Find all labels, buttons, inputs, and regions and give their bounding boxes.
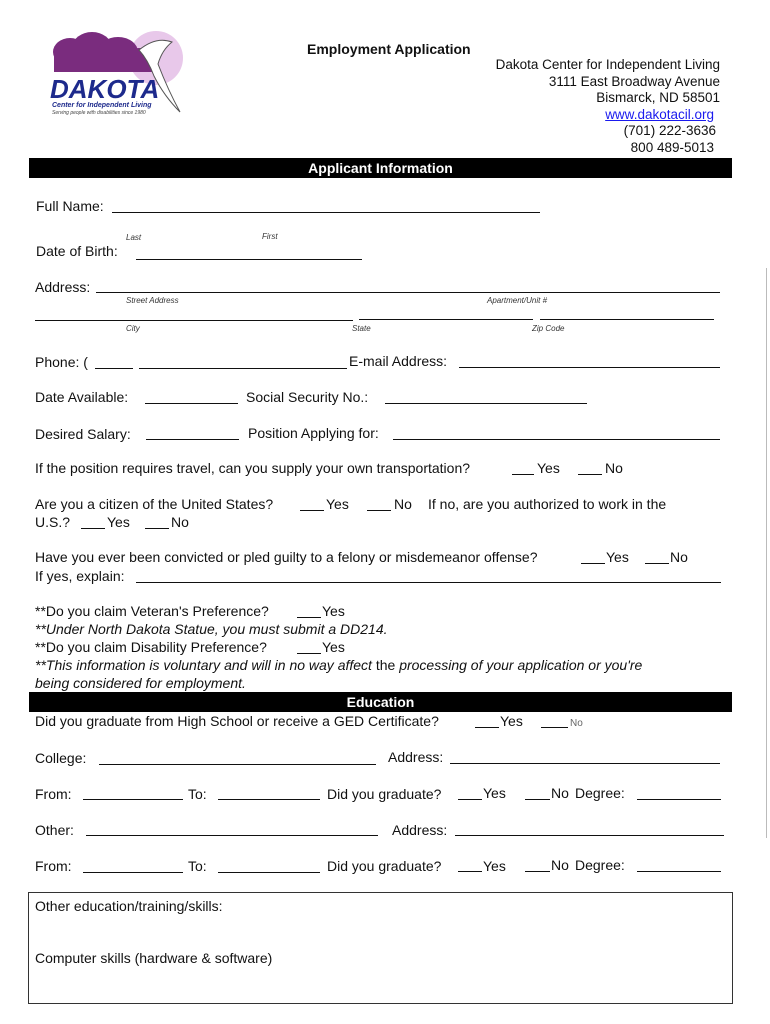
org-phone: (701) 222-3636	[623, 123, 716, 138]
other-to-label: To:	[188, 858, 207, 874]
other-to-field[interactable]	[218, 872, 320, 873]
explain-field[interactable]	[136, 582, 721, 583]
state-field[interactable]	[359, 319, 533, 320]
voluntary-note	[35, 657, 642, 673]
other-from-label: From:	[35, 858, 72, 874]
skills-box[interactable]	[28, 892, 733, 1004]
other-degree-field[interactable]	[637, 871, 721, 872]
college-address-field[interactable]	[450, 763, 720, 764]
veteran-yes-blank[interactable]	[297, 617, 321, 618]
ssn-field[interactable]	[385, 403, 587, 404]
college-field[interactable]	[99, 764, 376, 765]
authorized-question: If no, are you authorized to work in the	[428, 496, 667, 512]
full-name-field[interactable]	[112, 212, 540, 213]
apartment-caption: Apartment/Unit #	[487, 296, 548, 305]
education-heading: Education	[29, 692, 732, 712]
college-grad-yes-blank[interactable]	[458, 799, 482, 800]
veteran-question: **Do you claim Veteran's Preference?	[35, 603, 269, 619]
other-education-label: Other education/training/skills:	[35, 898, 223, 914]
other-address-field[interactable]	[455, 835, 724, 836]
org-name: Dakota Center for Independent Living	[495, 57, 720, 72]
org-city-state: Bismarck, ND 58501	[596, 90, 720, 105]
other-grad-yes-blank[interactable]	[458, 871, 482, 872]
veteran-yes-label: Yes	[322, 603, 345, 619]
state-caption: State	[352, 324, 371, 333]
hs-question: Did you graduate from High School or receive a GED Certificate?	[35, 713, 439, 729]
citizen-yes-label: Yes	[326, 496, 349, 512]
full-name-label: Full Name:	[36, 198, 104, 214]
ssn-label: Social Security No.:	[246, 389, 369, 405]
other-graduate-question: Did you graduate?	[327, 858, 442, 874]
felony-yes-label: Yes	[606, 549, 629, 565]
disability-question: **Do you claim Disability Preference?	[35, 639, 267, 655]
college-degree-field[interactable]	[637, 799, 721, 800]
us-label: U.S.?	[35, 514, 71, 530]
street-address-caption: Street Address	[126, 296, 179, 305]
other-degree-label: Degree:	[575, 857, 625, 873]
other-from-field[interactable]	[83, 872, 183, 873]
other-grad-no-blank[interactable]	[525, 871, 550, 872]
explain-label: If yes, explain:	[35, 568, 125, 584]
other-address-label: Address:	[392, 822, 448, 838]
felony-no-label: No	[670, 549, 688, 565]
citizen-no-blank[interactable]	[367, 510, 391, 511]
org-street: 3111 East Broadway Avenue	[548, 73, 720, 89]
last-caption: Last	[126, 233, 142, 242]
applicant-info-heading: Applicant Information	[29, 158, 732, 178]
college-to-field[interactable]	[218, 799, 320, 800]
hs-no-blank[interactable]	[541, 727, 568, 728]
date-available-field[interactable]	[145, 403, 238, 404]
college-address-label: Address:	[388, 749, 444, 765]
travel-no-blank[interactable]	[578, 474, 602, 475]
logo-tagline: Serving people with disabilities since 1980	[52, 110, 146, 116]
college-to-label: To:	[188, 786, 207, 802]
phone-number-field[interactable]	[139, 368, 347, 369]
org-address-block	[496, 57, 720, 156]
citizen-question: Are you a citizen of the United States?	[35, 496, 274, 512]
voluntary-note-d: being considered for employment.	[35, 675, 246, 691]
computer-skills-label: Computer skills (hardware & software)	[35, 950, 273, 966]
college-from-label: From:	[35, 786, 72, 802]
authorized-no-blank[interactable]	[145, 528, 169, 529]
other-field[interactable]	[86, 835, 378, 836]
city-field[interactable]	[35, 320, 353, 321]
hs-no-label: No	[570, 718, 583, 729]
phone-label: Phone: (	[35, 354, 88, 370]
college-grad-no-label: No	[551, 785, 569, 801]
travel-no-label: No	[605, 460, 623, 476]
email-field[interactable]	[459, 367, 720, 368]
hs-yes-blank[interactable]	[475, 727, 499, 728]
logo-subtitle: Center for Independent Living	[52, 102, 152, 109]
citizen-yes-blank[interactable]	[300, 510, 324, 511]
org-website-link[interactable]: www.dakotacil.org	[605, 106, 714, 122]
desired-salary-field[interactable]	[146, 439, 239, 440]
zip-caption: Zip Code	[532, 324, 565, 333]
city-caption: City	[126, 324, 140, 333]
college-grad-no-blank[interactable]	[525, 799, 550, 800]
felony-question: Have you ever been convicted or pled guilty to a felony or misdemeanor offense?	[35, 549, 538, 565]
authorized-yes-label: Yes	[107, 514, 130, 530]
college-from-field[interactable]	[83, 799, 183, 800]
other-grad-yes-label: Yes	[483, 858, 506, 874]
other-grad-no-label: No	[551, 857, 569, 873]
page-title: Employment Application	[307, 41, 471, 57]
dob-label: Date of Birth:	[36, 243, 118, 259]
hs-yes-label: Yes	[500, 713, 523, 729]
college-grad-yes-label: Yes	[483, 785, 506, 801]
desired-salary-label: Desired Salary:	[35, 426, 131, 442]
travel-yes-label: Yes	[537, 460, 560, 476]
street-address-field[interactable]	[96, 292, 720, 293]
authorized-yes-blank[interactable]	[81, 528, 105, 529]
phone-area-field[interactable]	[95, 368, 133, 369]
date-available-label: Date Available:	[35, 389, 129, 405]
right-edge-line	[766, 268, 767, 838]
authorized-no-label: No	[171, 514, 189, 530]
voluntary-note-a: **This information is voluntary and will in no way affect	[35, 657, 372, 673]
felony-no-blank[interactable]	[645, 563, 669, 564]
disability-yes-label: Yes	[322, 639, 345, 655]
zip-field[interactable]	[540, 319, 714, 320]
position-field[interactable]	[393, 439, 720, 440]
travel-yes-blank[interactable]	[512, 474, 534, 475]
other-label: Other:	[35, 822, 74, 838]
citizen-no-label: No	[394, 496, 412, 512]
first-caption: First	[262, 232, 278, 241]
logo	[44, 30, 184, 120]
org-toll-free: 800 489-5013	[630, 139, 714, 155]
college-degree-label: Degree:	[575, 785, 625, 801]
college-label: College:	[35, 750, 87, 766]
position-label: Position Applying for:	[248, 425, 379, 441]
address-label: Address:	[35, 279, 91, 295]
travel-question: If the position requires travel, can you supply your own transportation?	[35, 460, 471, 476]
dob-field[interactable]	[136, 259, 362, 260]
email-label: E-mail Address:	[349, 353, 448, 369]
logo-name: DAKOTA	[50, 74, 160, 104]
felony-yes-blank[interactable]	[581, 563, 605, 564]
voluntary-note-b: the	[375, 657, 396, 673]
veteran-note: **Under North Dakota Statue, you must submit a DD214.	[35, 621, 388, 637]
voluntary-note-c: processing of your application or you're	[399, 657, 643, 673]
disability-yes-blank[interactable]	[297, 653, 321, 654]
college-graduate-question: Did you graduate?	[327, 786, 442, 802]
